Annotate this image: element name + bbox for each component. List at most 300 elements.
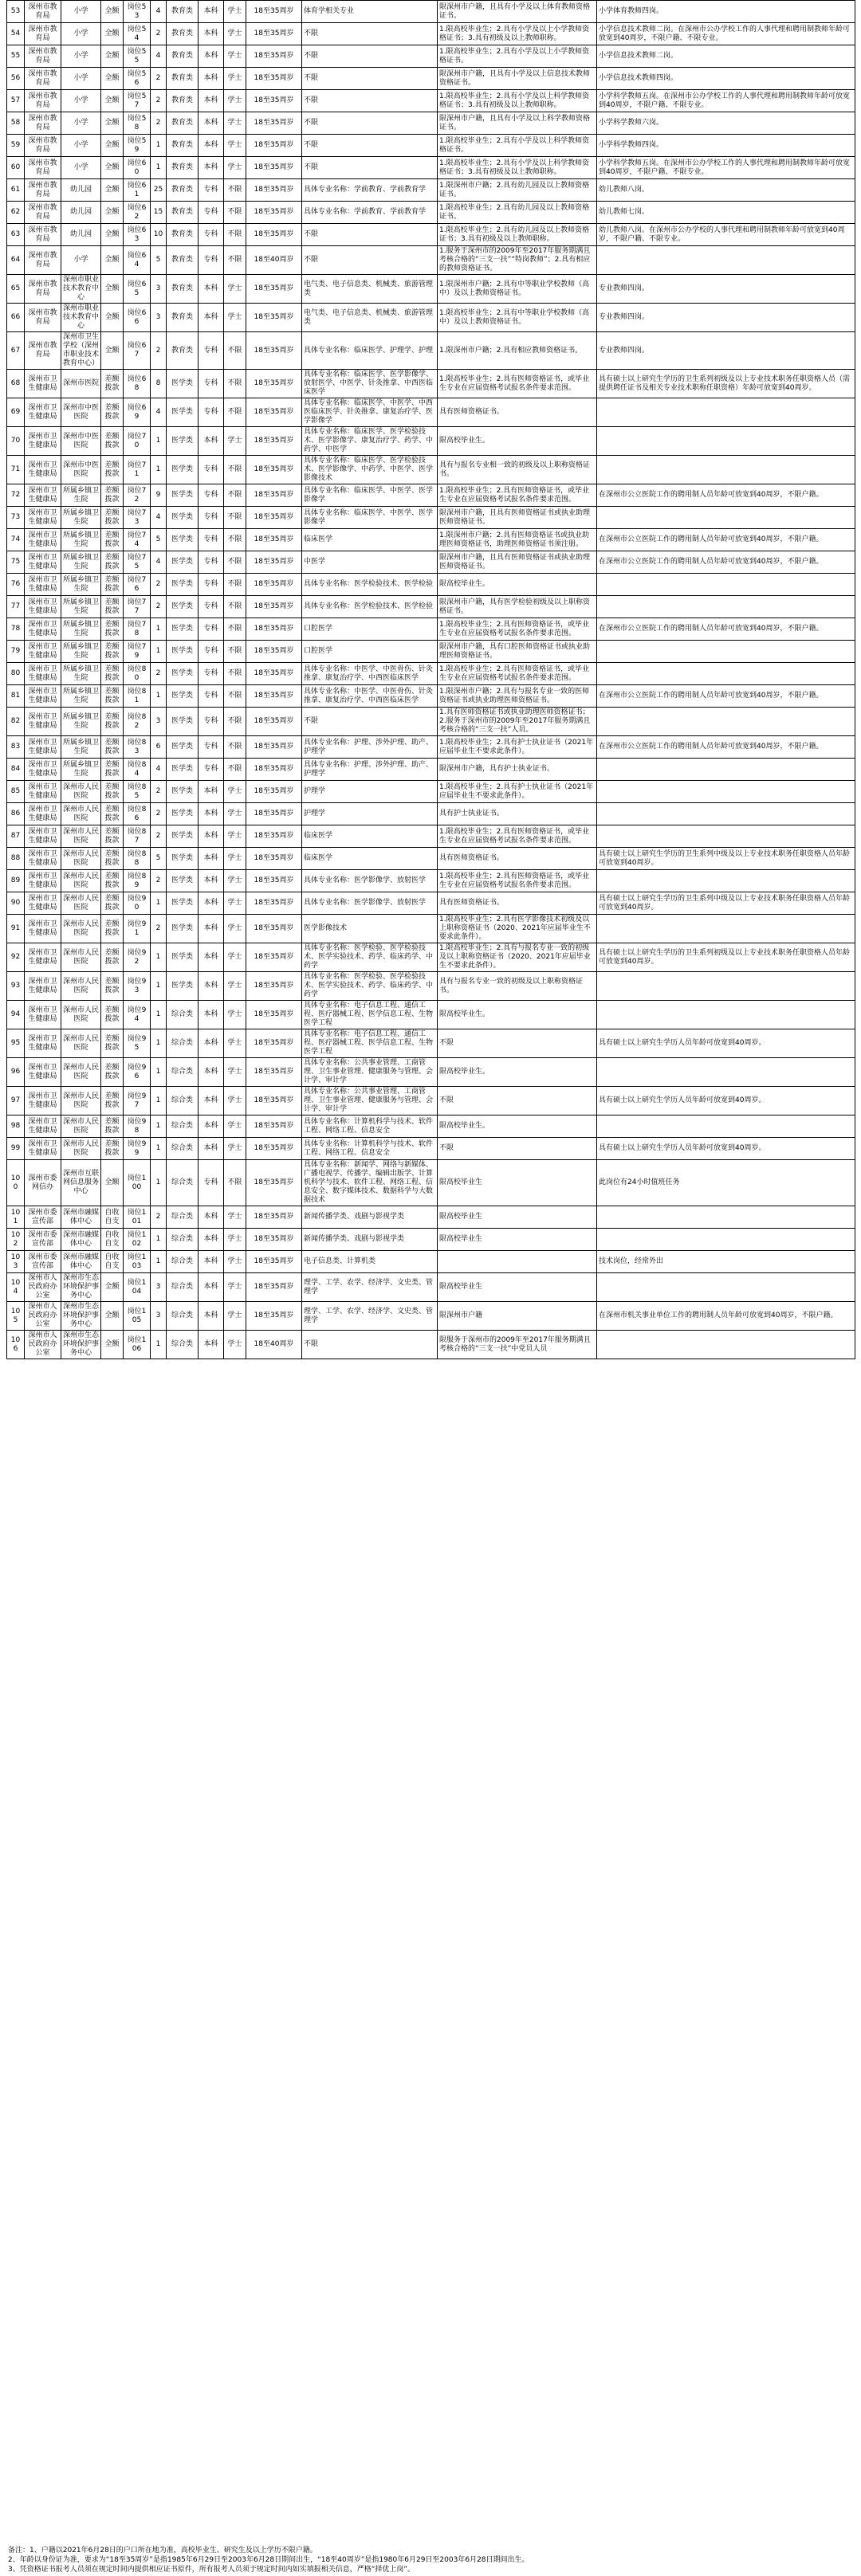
cell-remark: 在深州市公立医院工作的聘用制人员年龄可放宽到40周岁，不限户籍。 <box>597 685 855 708</box>
cell-count: 25 <box>151 179 167 202</box>
cell-count: 6 <box>151 736 167 759</box>
cell-unit: 所属乡镇卫生院 <box>61 574 101 596</box>
cell-education: 专科 <box>199 224 224 246</box>
cell-dept: 深州市卫生健康局 <box>25 1058 61 1087</box>
cell-degree: 学士 <box>224 90 246 112</box>
cell-funding: 差额拨款 <box>101 574 124 596</box>
cell-dept: 深州市卫生健康局 <box>25 1087 61 1115</box>
cell-education: 专科 <box>199 708 224 736</box>
cell-major: 新闻传播学类、戏剧与影视学类 <box>302 1206 438 1229</box>
cell-major: 具体专业名称：临床医学、医学检验技术、医学影像学、康复治疗学、药学、中药学、中医学 <box>302 427 438 456</box>
cell-age: 18至35周岁 <box>246 825 302 848</box>
cell-category: 医学类 <box>167 641 199 663</box>
cell-seq: 66 <box>7 304 25 332</box>
cell-major: 临床医学 <box>302 529 438 551</box>
cell-other: 具有医师资格证书。 <box>438 892 597 915</box>
cell-funding: 全额 <box>101 1331 124 1359</box>
cell-seq: 78 <box>7 618 25 641</box>
cell-degree: 学士 <box>224 1001 246 1029</box>
cell-seq: 91 <box>7 915 25 943</box>
cell-age: 18至35周岁 <box>246 484 302 507</box>
cell-category: 教育类 <box>167 68 199 90</box>
cell-post: 岗位72 <box>124 484 151 507</box>
table-row <box>7 1160 855 1206</box>
cell-unit: 深州市融媒体中心 <box>61 1206 101 1229</box>
cell-unit: 所属乡镇卫生院 <box>61 759 101 781</box>
cell-remark: 具有硕士以上研究生学历的卫生系列中级及以上专业技术职务任职资格人员年龄可放宽到40周岁。 <box>597 848 855 870</box>
cell-dept: 深州市教育局 <box>25 112 61 135</box>
cell-unit: 小学 <box>61 112 101 135</box>
cell-post: 岗位71 <box>124 456 151 484</box>
job-table-container <box>6 0 855 1359</box>
cell-dept: 深州市教育局 <box>25 179 61 202</box>
cell-seq: 60 <box>7 157 25 179</box>
cell-seq: 95 <box>7 1029 25 1058</box>
cell-post: 岗位69 <box>124 398 151 427</box>
cell-unit: 小学 <box>61 246 101 275</box>
table-row <box>7 427 855 456</box>
cell-other: 1.限高校毕业生；2.具有护士执业证书（2021年应届毕业生不要求此条件）。 <box>438 781 597 803</box>
cell-post: 岗位104 <box>124 1273 151 1302</box>
cell-other: 不限 <box>438 1029 597 1058</box>
cell-education: 专科 <box>199 246 224 275</box>
cell-education: 本科 <box>199 825 224 848</box>
footnotes <box>8 2546 853 2574</box>
cell-education: 专科 <box>199 370 224 398</box>
cell-category: 医学类 <box>167 398 199 427</box>
cell-remark: 小学体育教师四岗。 <box>597 1 855 23</box>
cell-unit: 深州市融媒体中心 <box>61 1229 101 1251</box>
cell-seq: 54 <box>7 23 25 45</box>
cell-degree: 学士 <box>224 1087 246 1115</box>
cell-education: 本科 <box>199 1273 224 1302</box>
cell-degree: 学士 <box>224 1029 246 1058</box>
cell-degree: 学士 <box>224 1251 246 1273</box>
cell-funding: 差额拨款 <box>101 892 124 915</box>
cell-category: 教育类 <box>167 1 199 23</box>
table-row <box>7 202 855 224</box>
cell-degree: 学士 <box>224 803 246 825</box>
cell-dept: 深州市卫生健康局 <box>25 972 61 1001</box>
cell-major: 不限 <box>302 135 438 157</box>
cell-major: 口腔医学 <box>302 618 438 641</box>
cell-count: 1 <box>151 427 167 456</box>
cell-unit: 所属乡镇卫生院 <box>61 685 101 708</box>
cell-degree: 不限 <box>224 529 246 551</box>
cell-age: 18至35周岁 <box>246 112 302 135</box>
cell-seq: 67 <box>7 332 25 370</box>
cell-seq: 100 <box>7 1160 25 1206</box>
cell-major: 具体专业名称：临床医学、医学影像学、放射医学、中医学、针灸推拿、中西医临床医学 <box>302 370 438 398</box>
cell-major: 临床医学 <box>302 825 438 848</box>
cell-funding: 全额 <box>101 1273 124 1302</box>
cell-age: 18至35周岁 <box>246 1029 302 1058</box>
table-row <box>7 112 855 135</box>
cell-remark <box>597 663 855 685</box>
cell-seq: 102 <box>7 1229 25 1251</box>
cell-unit: 深州市人民医院 <box>61 915 101 943</box>
cell-count: 2 <box>151 596 167 618</box>
cell-count: 1 <box>151 1001 167 1029</box>
cell-age: 18至35周岁 <box>246 915 302 943</box>
cell-other: 限高校毕业生。 <box>438 574 597 596</box>
cell-dept: 深州市卫生健康局 <box>25 708 61 736</box>
cell-funding: 差额拨款 <box>101 870 124 892</box>
cell-unit: 深州市中医医院 <box>61 398 101 427</box>
cell-seq: 106 <box>7 1331 25 1359</box>
cell-other: 限高校毕业生。 <box>438 1001 597 1029</box>
cell-remark <box>597 574 855 596</box>
cell-major: 具体专业名称：临床医学、护理学、护理 <box>302 332 438 370</box>
cell-seq: 74 <box>7 529 25 551</box>
cell-count: 4 <box>151 1 167 23</box>
cell-major: 具体专业名称：电子信息工程、通信工程、医疗器械工程、医学信息工程、生物医学工程 <box>302 1029 438 1058</box>
cell-dept: 深州市教育局 <box>25 304 61 332</box>
table-row <box>7 398 855 427</box>
cell-age: 18至35周岁 <box>246 870 302 892</box>
cell-remark <box>597 456 855 484</box>
cell-funding: 全额 <box>101 23 124 45</box>
cell-count: 3 <box>151 708 167 736</box>
cell-dept: 深州市教育局 <box>25 246 61 275</box>
cell-unit: 所属乡镇卫生院 <box>61 551 101 574</box>
cell-category: 综合类 <box>167 1087 199 1115</box>
table-row <box>7 1029 855 1058</box>
cell-other: 限高校毕业生。 <box>438 1115 597 1138</box>
cell-education: 专科 <box>199 507 224 529</box>
cell-age: 18至35周岁 <box>246 1251 302 1273</box>
cell-degree: 学士 <box>224 157 246 179</box>
cell-seq: 68 <box>7 370 25 398</box>
cell-major: 不限 <box>302 112 438 135</box>
cell-count: 2 <box>151 23 167 45</box>
cell-category: 综合类 <box>167 1273 199 1302</box>
cell-other: 限服务于深州市的2009年至2017年服务期满且考核合格的“三支一扶”中党员人员 <box>438 1331 597 1359</box>
cell-major: 不限 <box>302 45 438 68</box>
table-row <box>7 574 855 596</box>
cell-post: 岗位82 <box>124 708 151 736</box>
cell-dept: 深州市卫生健康局 <box>25 1115 61 1138</box>
cell-major: 具体专业名称：医学检验、医学检验技术、医学实验技术、药学、临床药学、中药学 <box>302 972 438 1001</box>
cell-education: 本科 <box>199 112 224 135</box>
table-row <box>7 870 855 892</box>
cell-unit: 小学 <box>61 135 101 157</box>
cell-remark: 小学信息技术教师二岗。 <box>597 45 855 68</box>
cell-age: 18至35周岁 <box>246 304 302 332</box>
cell-count: 2 <box>151 90 167 112</box>
cell-funding: 差额拨款 <box>101 736 124 759</box>
cell-major: 具体专业名称：计算机科学与技术、软件工程、网络工程、信息安全 <box>302 1115 438 1138</box>
cell-remark <box>597 825 855 848</box>
cell-unit: 深州市生态环境保护事务中心 <box>61 1331 101 1359</box>
cell-count: 4 <box>151 507 167 529</box>
cell-count: 1 <box>151 1229 167 1251</box>
table-row <box>7 1138 855 1160</box>
cell-education: 专科 <box>199 1160 224 1206</box>
cell-education: 本科 <box>199 1251 224 1273</box>
table-row <box>7 1058 855 1087</box>
cell-age: 18至35周岁 <box>246 427 302 456</box>
cell-dept: 深州市委宣传部 <box>25 1206 61 1229</box>
cell-category: 医学类 <box>167 685 199 708</box>
cell-category: 医学类 <box>167 943 199 972</box>
cell-post: 岗位67 <box>124 332 151 370</box>
cell-age: 18至35周岁 <box>246 157 302 179</box>
cell-education: 本科 <box>199 1302 224 1331</box>
cell-age: 18至35周岁 <box>246 275 302 304</box>
cell-major: 不限 <box>302 708 438 736</box>
table-row <box>7 803 855 825</box>
cell-major: 不限 <box>302 23 438 45</box>
cell-remark <box>597 1115 855 1138</box>
cell-post: 岗位78 <box>124 618 151 641</box>
cell-degree: 不限 <box>224 179 246 202</box>
cell-education: 本科 <box>199 1229 224 1251</box>
cell-other: 1.服务于深州市的2009年至2017年服务期满且考核合格的“三支一扶”“特岗教师”；2.具有相应的教师资格证书。 <box>438 246 597 275</box>
cell-category: 教育类 <box>167 332 199 370</box>
table-row <box>7 972 855 1001</box>
cell-seq: 61 <box>7 179 25 202</box>
cell-age: 18至35周岁 <box>246 596 302 618</box>
cell-degree: 不限 <box>224 574 246 596</box>
table-row <box>7 179 855 202</box>
cell-remark: 小学科学教师五岗。在深州市公办学校工作的人事代理和聘用制教师年龄可放宽到40周岁，不限户籍、不限专业。 <box>597 157 855 179</box>
cell-education: 本科 <box>199 1058 224 1087</box>
cell-remark: 在深州市公立医院工作的聘用制人员年龄可放宽到40周岁，不限户籍。 <box>597 551 855 574</box>
cell-funding: 自收自支 <box>101 1251 124 1273</box>
cell-count: 2 <box>151 915 167 943</box>
cell-seq: 90 <box>7 892 25 915</box>
cell-education: 专科 <box>199 332 224 370</box>
cell-degree: 不限 <box>224 202 246 224</box>
cell-major: 具体专业名称：护理、涉外护理、助产、护理学 <box>302 736 438 759</box>
cell-other: 限深州市户籍，且具有小学及以上科学教师资格证书。 <box>438 112 597 135</box>
cell-major: 不限 <box>302 246 438 275</box>
cell-remark: 此岗位有24小时值班任务 <box>597 1160 855 1206</box>
table-row <box>7 781 855 803</box>
cell-funding: 差额拨款 <box>101 825 124 848</box>
cell-unit: 所属乡镇卫生院 <box>61 641 101 663</box>
cell-dept: 深州市教育局 <box>25 332 61 370</box>
cell-funding: 自收自支 <box>101 1229 124 1251</box>
cell-other: 1.限高校毕业生；2.具有小学及以上科学教师资格证书；3.具有初级及以上教师职称。 <box>438 90 597 112</box>
cell-post: 岗位73 <box>124 507 151 529</box>
cell-funding: 差额拨款 <box>101 1029 124 1058</box>
cell-category: 医学类 <box>167 596 199 618</box>
cell-major: 具体专业名称：临床医学、中医学、医学影像学 <box>302 484 438 507</box>
cell-education: 本科 <box>199 870 224 892</box>
cell-unit: 深州市人民医院 <box>61 1138 101 1160</box>
cell-post: 岗位99 <box>124 1138 151 1160</box>
cell-major: 电气类、电子信息类、机械类、旅游管理类 <box>302 304 438 332</box>
cell-major: 不限 <box>302 157 438 179</box>
cell-age: 18至35周岁 <box>246 574 302 596</box>
cell-seq: 64 <box>7 246 25 275</box>
table-row <box>7 685 855 708</box>
cell-count: 2 <box>151 68 167 90</box>
cell-major: 电子信息类、计算机类 <box>302 1251 438 1273</box>
cell-funding: 差额拨款 <box>101 943 124 972</box>
cell-category: 教育类 <box>167 246 199 275</box>
table-row <box>7 1331 855 1359</box>
cell-other: 具有与报名专业相一致的初级及以上职称资格证书。 <box>438 456 597 484</box>
cell-seq: 85 <box>7 781 25 803</box>
cell-other: 1.限高校毕业生；2.具有幼儿园及以上教师资格证书。 <box>438 202 597 224</box>
cell-unit: 深州市职业技术教育中心 <box>61 304 101 332</box>
cell-degree: 不限 <box>224 685 246 708</box>
cell-dept: 深州市卫生健康局 <box>25 663 61 685</box>
cell-funding: 差额拨款 <box>101 641 124 663</box>
cell-age: 18至35周岁 <box>246 708 302 736</box>
cell-education: 本科 <box>199 427 224 456</box>
cell-age: 18至35周岁 <box>246 736 302 759</box>
cell-count: 4 <box>151 398 167 427</box>
cell-unit: 深州市职业技术教育中心 <box>61 275 101 304</box>
cell-major: 中医学 <box>302 551 438 574</box>
cell-seq: 53 <box>7 1 25 23</box>
cell-funding: 差额拨款 <box>101 484 124 507</box>
cell-remark: 小学科学教师四岗。 <box>597 135 855 157</box>
cell-count: 1 <box>151 135 167 157</box>
cell-count: 8 <box>151 370 167 398</box>
cell-age: 18至35周岁 <box>246 135 302 157</box>
cell-age: 18至35周岁 <box>246 1087 302 1115</box>
cell-funding: 差额拨款 <box>101 618 124 641</box>
cell-category: 医学类 <box>167 507 199 529</box>
cell-remark: 具有硕士以上研究生学历的卫生系列初级及以上专业技术职务任职资格人员（需提供聘任证书及相关专业技术职称任职资格）年龄可放宽到40周岁。 <box>597 370 855 398</box>
cell-category: 医学类 <box>167 574 199 596</box>
cell-remark: 具有硕士以上研究生学历人员年龄可放宽到40周岁。 <box>597 1087 855 1115</box>
cell-remark <box>597 1273 855 1302</box>
cell-remark: 具有硕士以上研究生学历人员年龄可放宽到40周岁。 <box>597 1138 855 1160</box>
cell-remark: 具有硕士以上研究生学历的卫生系列中级及以上专业技术职务任职资格人员年龄可放宽到40周岁。 <box>597 892 855 915</box>
cell-post: 岗位58 <box>124 112 151 135</box>
cell-major: 具体专业名称：临床医学、中医学、中西医临床医学、针灸推拿、康复治疗学、医学影像学 <box>302 398 438 427</box>
cell-count: 2 <box>151 332 167 370</box>
cell-remark <box>597 870 855 892</box>
footnote-line: 3、凭资格证书报考人员须在规定时间内提供相应证书原件，所有报考人员须于规定时间内如实填报相关信息，严格“择优上岗”。 <box>8 2566 415 2574</box>
cell-education: 本科 <box>199 848 224 870</box>
cell-post: 岗位106 <box>124 1331 151 1359</box>
cell-post: 岗位92 <box>124 943 151 972</box>
cell-degree: 不限 <box>224 551 246 574</box>
cell-count: 1 <box>151 1087 167 1115</box>
cell-post: 岗位98 <box>124 1115 151 1138</box>
cell-remark <box>597 427 855 456</box>
cell-remark <box>597 803 855 825</box>
cell-seq: 65 <box>7 275 25 304</box>
cell-degree: 学士 <box>224 1331 246 1359</box>
table-row <box>7 825 855 848</box>
cell-category: 教育类 <box>167 23 199 45</box>
table-row <box>7 596 855 618</box>
cell-unit: 所属乡镇卫生院 <box>61 618 101 641</box>
cell-post: 岗位88 <box>124 848 151 870</box>
cell-degree: 不限 <box>224 370 246 398</box>
cell-seq: 93 <box>7 972 25 1001</box>
cell-age: 18至35周岁 <box>246 685 302 708</box>
table-row <box>7 224 855 246</box>
cell-count: 2 <box>151 781 167 803</box>
table-row <box>7 1251 855 1273</box>
cell-post: 岗位86 <box>124 803 151 825</box>
cell-major: 具体专业名称：公共事业管理、工商管理、卫生事业管理、健康服务与管理、会计学、审计学 <box>302 1058 438 1087</box>
cell-degree: 学士 <box>224 825 246 848</box>
table-row <box>7 45 855 68</box>
cell-unit: 所属乡镇卫生院 <box>61 507 101 529</box>
cell-funding: 全额 <box>101 90 124 112</box>
cell-category: 医学类 <box>167 736 199 759</box>
cell-post: 岗位65 <box>124 275 151 304</box>
cell-post: 岗位87 <box>124 825 151 848</box>
cell-age: 18至35周岁 <box>246 179 302 202</box>
cell-age: 18至35周岁 <box>246 1115 302 1138</box>
cell-dept: 深州市卫生健康局 <box>25 370 61 398</box>
table-row <box>7 275 855 304</box>
cell-degree: 不限 <box>224 246 246 275</box>
cell-other: 1.限深州市户籍；2.具有幼儿园及以上教师资格证书。 <box>438 179 597 202</box>
cell-education: 专科 <box>199 596 224 618</box>
cell-unit: 幼儿园 <box>61 224 101 246</box>
cell-dept: 深州市卫生健康局 <box>25 507 61 529</box>
cell-other: 1.限高校毕业生；2.具有小学及以上小学教师资格证书。 <box>438 45 597 68</box>
cell-count: 1 <box>151 157 167 179</box>
cell-count: 1 <box>151 972 167 1001</box>
cell-degree: 不限 <box>224 641 246 663</box>
cell-major: 不限 <box>302 68 438 90</box>
cell-seq: 56 <box>7 68 25 90</box>
cell-remark: 小学信息技术教师四岗。 <box>597 68 855 90</box>
cell-major: 具体专业名称：医学检验技术、医学检验 <box>302 574 438 596</box>
cell-unit: 小学 <box>61 1 101 23</box>
cell-major: 临床医学 <box>302 848 438 870</box>
table-row <box>7 1 855 23</box>
cell-other: 限深州市户籍，且具有医师资格证书或执业助理医师资格证书。 <box>438 507 597 529</box>
cell-major: 体育学相关专业 <box>302 1 438 23</box>
cell-education: 本科 <box>199 1138 224 1160</box>
cell-count: 1 <box>151 1058 167 1087</box>
cell-post: 岗位60 <box>124 157 151 179</box>
cell-degree: 学士 <box>224 870 246 892</box>
cell-count: 1 <box>151 1160 167 1206</box>
cell-dept: 深州市卫生健康局 <box>25 596 61 618</box>
cell-education: 专科 <box>199 641 224 663</box>
table-row <box>7 1087 855 1115</box>
cell-unit: 所属乡镇卫生院 <box>61 484 101 507</box>
cell-seq: 96 <box>7 1058 25 1087</box>
cell-remark <box>597 398 855 427</box>
cell-remark <box>597 759 855 781</box>
cell-seq: 83 <box>7 736 25 759</box>
cell-post: 岗位91 <box>124 915 151 943</box>
cell-dept: 深州市卫生健康局 <box>25 685 61 708</box>
cell-dept: 深州市卫生健康局 <box>25 1029 61 1058</box>
cell-seq: 63 <box>7 224 25 246</box>
cell-seq: 62 <box>7 202 25 224</box>
cell-seq: 71 <box>7 456 25 484</box>
cell-category: 综合类 <box>167 1229 199 1251</box>
cell-seq: 98 <box>7 1115 25 1138</box>
cell-education: 本科 <box>199 45 224 68</box>
cell-category: 教育类 <box>167 157 199 179</box>
cell-count: 2 <box>151 825 167 848</box>
cell-dept: 深州市卫生健康局 <box>25 848 61 870</box>
cell-category: 教育类 <box>167 135 199 157</box>
cell-major: 具体专业名称：公共事业管理、工商管理、卫生事业管理、健康服务与管理、会计学、审计学 <box>302 1087 438 1115</box>
cell-funding: 全额 <box>101 246 124 275</box>
cell-funding: 全额 <box>101 112 124 135</box>
cell-other: 限深州市户籍，且具有医师资格证书或执业助理医师资格证书。 <box>438 551 597 574</box>
